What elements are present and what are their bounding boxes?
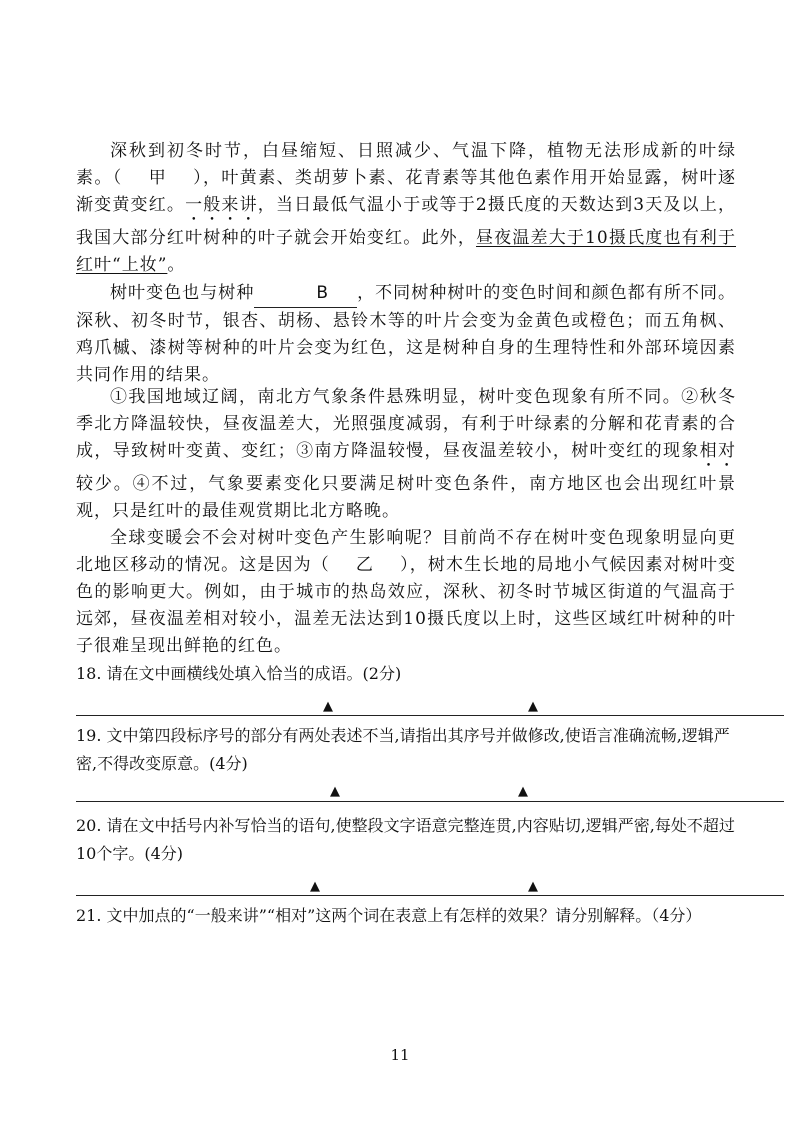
answer-marker: ▲: [323, 699, 333, 714]
question-18: 18. 请在文中画横线处填入恰当的成语。(2分): [76, 664, 402, 683]
paragraph-2-text-b: ，不同树种树叶的变色时间和颜色都有所不同。深秋、初冬时节，银杏、胡杨、悬铃木等的叶片会变为金黄色或橙色；而五角枫、鸡爪槭、漆树等树种的叶片会变为红色，这是树种自身的生理特性和外部环境因素共同作用的结果。: [76, 283, 737, 385]
paragraph-1-text-d: 。: [167, 255, 186, 275]
paragraph-3-text-b: 较少。④不过，气象要素变化只要满足树叶变色条件，南方地区也会出现红叶景观，只是红叶的最佳观赏期比北方略晚。: [76, 474, 736, 521]
answer-marker: ▲: [528, 879, 538, 894]
page-number: 11: [390, 1046, 410, 1064]
paragraph-2: [76, 280, 736, 389]
paragraph-2-text-a: 树叶变色也与树种: [110, 283, 255, 303]
underlined-phrase: 昼夜温差大于10摄氏度也有利于红叶“上妆”: [76, 228, 736, 275]
paragraph-1: 深秋到初冬时节，白昼缩短、日照减少、气温下降，植物无法形成新的叶绿素。（ 甲 ），叶黄素、类胡萝卜素、花青素等其他色素作用开始显露，树叶逐渐变黄变红。一般来讲，当日最低气温小于或等于2摄氏度的天数达到3天及以上，我国大部分红叶树种的叶子就会开始变红。此外，昼夜温差大于10摄氏度也有利于红叶“上妆”。: [76, 141, 737, 275]
question-20: 20. 请在文中括号内补写恰当的语句,使整段文字语意完整连贯,内容贴切,逻辑严密,每处不超过10个字。(4分): [76, 816, 735, 863]
answer-line-18[interactable]: [76, 715, 784, 716]
paragraph-4: 全球变暖会不会对树叶变色产生影响呢？目前尚不存在树叶变色现象明显向更北地区移动的情况。这是因为（ 乙 ），树木生长地的局地小气候因素对树叶变色的影响更大。例如，由于城市的热岛效应，深秋、初冬时节城区街道的气温高于远郊，昼夜温差相对较小，温差无法达到10摄氏度以上时，这些区域红叶树种的叶子很难呈现出鲜艳的红色。: [76, 528, 737, 656]
answer-marker: ▲: [330, 784, 340, 799]
answer-marker: ▲: [528, 699, 538, 714]
dotted-phrase-xiangdui: 相对: [699, 441, 736, 461]
question-19: 19. 文中第四段标序号的部分有两处表述不当,请指出其序号并做修改,使语言准确流畅,逻辑严密,不得改变原意。(4分): [76, 726, 730, 773]
answer-marker: ▲: [518, 784, 528, 799]
paragraph-3-text-a: ①我国地域辽阔，南北方气象条件悬殊明显，树叶变色现象有所不同。②秋冬季北方降温较快，昼夜温差大，光照强度减弱，有利于叶绿素的分解和花青素的合成，导致树叶变黄、变红；③南方降温较慢，昼夜温差较小，树叶变红的现象: [76, 387, 736, 461]
question-21: 21. 文中加点的“一般来讲”“相对”这两个词在表意上有怎样的效果？请分别解释。（4分）: [76, 906, 702, 925]
blank-yi: 乙: [355, 555, 375, 575]
blank-b: B: [254, 280, 357, 308]
answer-line-20[interactable]: [76, 895, 784, 896]
answer-marker: ▲: [310, 879, 320, 894]
paragraph-1-text-b: ，叶黄素、类胡萝卜素、花青素等其他色素作用开始显露，树叶逐渐变黄变红。: [76, 168, 737, 215]
paragraph-1-text-c: ，当日最低气温小于或等于2摄氏度的天数达到3天及以上，我国大部分红叶树种的叶子就会开始变红。此外，: [76, 195, 737, 248]
paragraph-4-text-a: 全球变暖会不会对树叶变色产生影响呢？目前尚不存在树叶变色现象明显向更北地区移动的情况。这是因为: [76, 528, 736, 575]
answer-line-19[interactable]: [76, 801, 784, 802]
paragraph-4-text-b: ，树木生长地的局地小气候因素对树叶变色的影响更大。例如，由于城市的热岛效应，深秋、初冬时节城区街道的气温高于远郊，昼夜温差相对较小，温差无法达到10摄氏度以上时，这些区域红叶树种的叶子很难呈现出鲜艳的红色。: [76, 555, 737, 656]
dotted-phrase-yiban: 一般来讲: [185, 195, 258, 215]
blank-jia: 甲: [148, 168, 168, 188]
paragraph-3: [76, 384, 736, 525]
paragraph-1-text-a: 深秋到初冬时节，白昼缩短、日照减少、气温下降，植物无法形成新的叶绿素。: [76, 141, 736, 188]
